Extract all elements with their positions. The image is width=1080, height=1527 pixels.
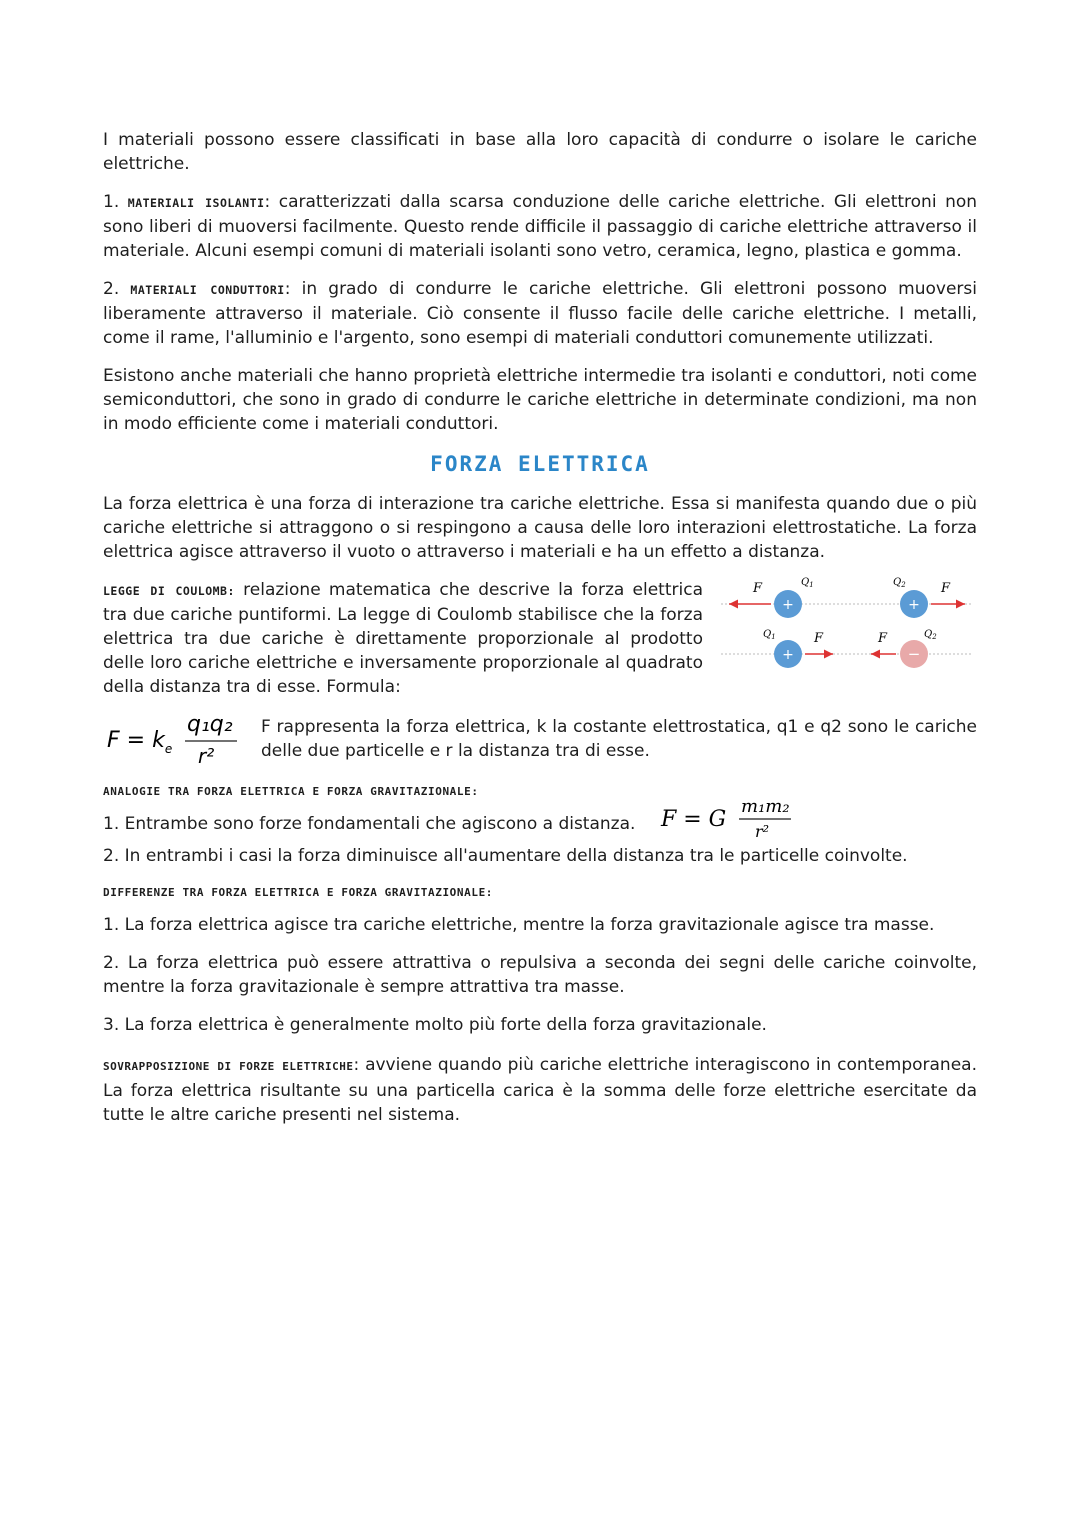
differenza-item: 1. La forza elettrica agisce tra cariche elettriche, mentre la forza gravitazionale agisce tra masse. (103, 915, 935, 935)
force-label: F (878, 631, 888, 646)
analogia-1-row (103, 796, 977, 840)
plus-sign: + (782, 647, 794, 663)
plus-sign: + (908, 597, 920, 613)
formula-denominator: r² (755, 822, 770, 840)
differenza-item: 3. La forza elettrica è generalmente molto più forte della forza gravitazionale. (103, 1015, 767, 1035)
force-label: F (941, 581, 951, 596)
coulomb-paragraph (103, 578, 703, 699)
formula-explanation: F rappresenta la forza elettrica, k la costante elettrostatica, q1 e q2 sono le cariche delle due particelle e r la distanza tra di esse. (261, 717, 977, 761)
q2-label: $Q_2$ (893, 577, 906, 589)
document-page (103, 128, 977, 1127)
differenze-heading: DIFFERENZE TRA FORZA ELETTRICA E FORZA GRAVITAZIONALE: (103, 886, 494, 899)
charges-diagram (721, 574, 971, 674)
isolanti-label: MATERIALI ISOLANTI (127, 196, 265, 210)
formula-denominator: r² (198, 744, 215, 767)
plus-sign: + (782, 597, 794, 613)
forza-intro-paragraph: La forza elettrica è una forza di interazione tra cariche elettriche. Essa si manifesta quando due o più cariche elettriche si attraggono o si respingono a causa delle loro interazioni elettrostatiche. La forza elettrica agisce attraverso il vuoto o attraverso i materiali e ha un effetto a distanza. (103, 494, 977, 562)
coulomb-label: LEGGE DI COULOMB: (103, 584, 235, 598)
analogie-heading: ANALOGIE TRA FORZA ELETTRICA E FORZA GRAVITAZIONALE: (103, 785, 479, 798)
sovrapposizione-text: : avviene quando più cariche elettriche interagiscono in contemporanea. La forza elettrica risultante su una particella carica è la somma delle forze elettriche esercitate da tutte le altre cariche presenti nel sistema. (103, 1055, 977, 1125)
coulomb-text: relazione matematica che descrive la forza elettrica tra due cariche puntiformi. La legge di Coulomb stabilisce che la forza elettrica tra due cariche è direttamente proporzionale al prodotto delle loro cariche elettriche e inversamente proporzionale al quadrato della distanza tra di esse. Formula: (103, 580, 703, 697)
formula-lhs: F = G (661, 807, 727, 832)
formula-numerator: q₁q₂ (187, 712, 233, 737)
q2-label: $Q_2$ (924, 629, 937, 641)
formula-numerator: m₁m₂ (741, 796, 790, 817)
differenza-item: 2. La forza elettrica può essere attrattiva o repulsiva a seconda dei segni delle cariche coinvolte, mentre la forza gravitazionale è sempre attrattiva tra masse. (103, 953, 977, 997)
isolanti-paragraph (103, 190, 977, 263)
conduttori-label: MATERIALI CONDUTTORI (130, 283, 285, 297)
formula-lhs: $F = k_e$ (107, 728, 173, 756)
force-label: F (753, 581, 763, 596)
coulomb-formula (103, 711, 253, 767)
conduttori-paragraph (103, 277, 977, 350)
coulomb-formula-row (103, 711, 977, 767)
force-label: F (814, 631, 824, 646)
analogia-item: 1. Entrambe sono forze fondamentali che agiscono a distanza. (103, 814, 636, 834)
intro-paragraph: I materiali possono essere classificati in base alla loro capacità di condurre o isolare le cariche elettriche. (103, 130, 977, 174)
conduttori-text: : in grado di condurre le cariche elettriche. Gli elettroni possono muoversi liberamente attraverso il materiale. Ciò consente il flusso facile delle cariche elettriche. I metalli, come il rame, l'alluminio e l'argento, sono esempi di materiali conduttori comunemente utilizzati. (103, 279, 977, 348)
isolanti-number: 1. (103, 192, 120, 212)
sovrapposizione-paragraph (103, 1053, 977, 1127)
coulomb-row (103, 578, 977, 699)
minus-sign: − (907, 645, 921, 663)
section-title: FORZA ELETTRICA (430, 452, 650, 476)
analogia-item: 2. In entrambi i casi la forza diminuisce all'aumentare della distanza tra le particelle coinvolte. (103, 846, 908, 866)
conduttori-number: 2. (103, 279, 120, 299)
gravity-formula (655, 792, 805, 840)
sovrapposizione-label: SOVRAPPOSIZIONE DI FORZE ELETTRICHE (103, 1060, 354, 1073)
q1-label: $Q_1$ (763, 629, 776, 641)
semiconduttori-paragraph: Esistono anche materiali che hanno proprietà elettriche intermedie tra isolanti e conduttori, noti come semiconduttori, che sono in grado di condurre le cariche elettriche in determinate condizioni, ma non in modo efficiente come i materiali conduttori. (103, 366, 977, 434)
isolanti-text: : caratterizzati dalla scarsa conduzione delle cariche elettriche. Gli elettroni non sono liberi di muoversi facilmente. Questo rende difficile il passaggio di cariche elettriche attraverso il materiale. Alcuni esempi comuni di materiali isolanti sono vetro, ceramica, legno, plastica e gomma. (103, 192, 978, 261)
q1-label: $Q_1$ (801, 577, 814, 589)
